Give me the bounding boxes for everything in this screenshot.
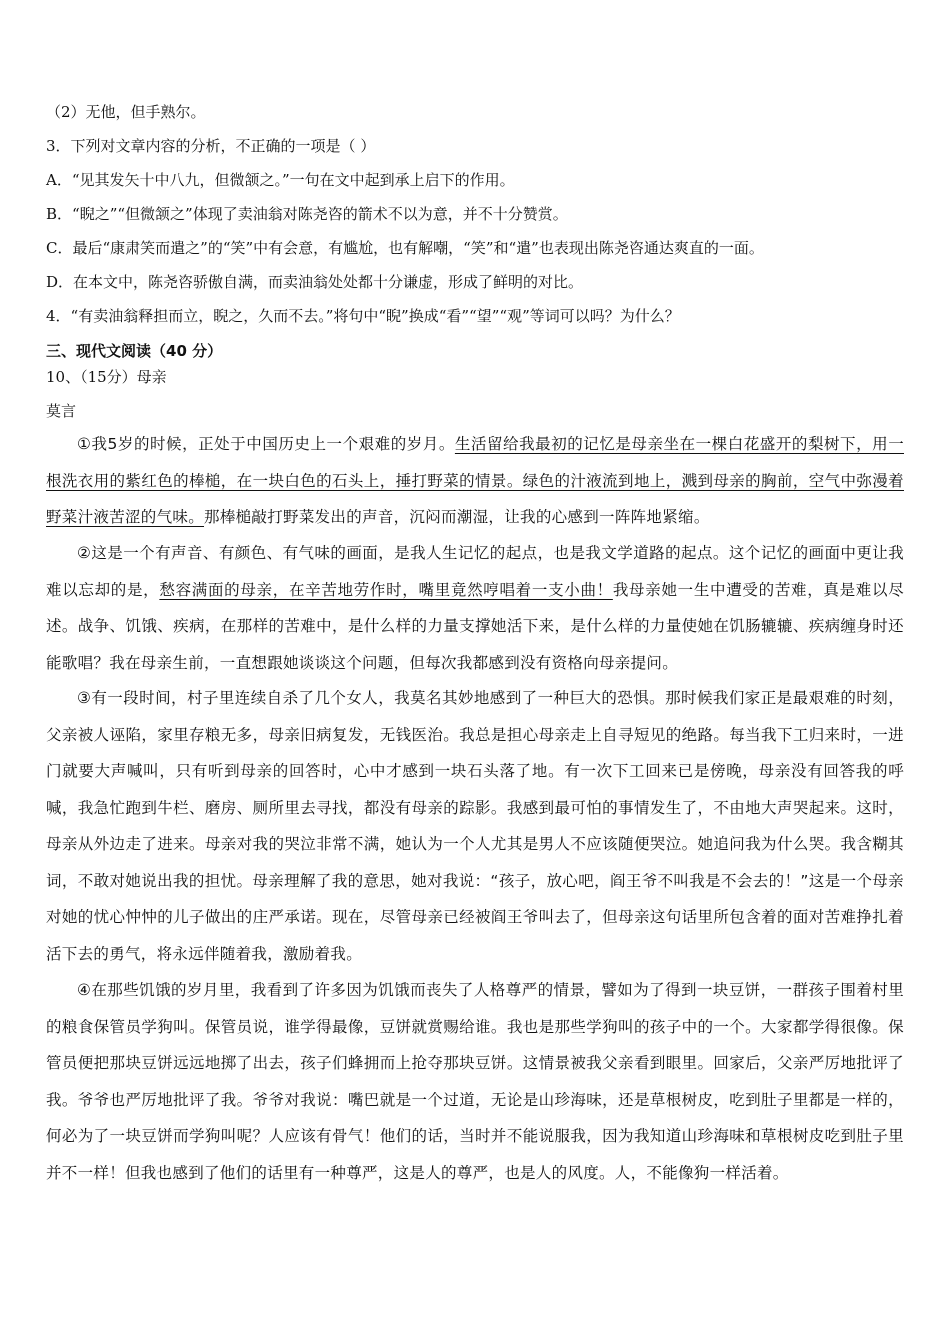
option-b: B．“睨之”“但微颔之”体现了卖油翁对陈尧咨的箭术不以为意，并不十分赞赏。 [46, 205, 568, 223]
question-3: 3．下列对文章内容的分析，不正确的一项是（ ） [46, 137, 376, 155]
paragraph-1-end: 那棒槌敲打野菜发出的声音，沉闷而潮湿，让我的心感到一阵阵地紧缩。 [204, 508, 710, 526]
paragraph-1-underlined: 生活留给我最初的记忆是母亲坐在一棵白花盛开的梨树下，用一根洗衣用的紫红色的棒槌，在一块白色的石头上，捶打野菜的情景。绿色的汁液流到地上，溅到母亲的胸前，空气中弥漫着野菜汁液苦涩的气味。 [46, 435, 904, 526]
author: 莫言 [46, 402, 77, 420]
paragraph-1-start: ①我5岁的时候，正处于中国历史上一个艰难的岁月。 [77, 435, 455, 453]
item-title: 10、（15分）母亲 [46, 368, 167, 386]
section-heading: 三、现代文阅读（40 分） [46, 342, 223, 360]
paragraph-3: ③有一段时间，村子里连续自杀了几个女人，我莫名其妙地感到了一种巨大的恐惧。那时候我们家正是最艰难的时刻，父亲被人诬陷，家里存粮无多，母亲旧病复发，无钱医治。我总是担心母亲走上自寻短见的绝路。每当我下工归来时，一进门就要大声喊叫，只有听到母亲的回答时，心中才感到一块石头落了地。有一次下工回来已是傍晚，母亲没有回答我的呼喊，我急忙跑到牛栏、磨房、厕所里去寻找，都没有母亲的踪影。我感到最可怕的事情发生了，不由地大声哭起来。这时，母亲从外边走了进来。母亲对我的哭泣非常不满，她认为一个人尤其是男人不应该随便哭泣。她追问我为什么哭。我含糊其词，不敢对她说出我的担忧。母亲理解了我的意思，她对我说：“孩子，放心吧，阎王爷不叫我是不会去的！”这是一个母亲对她的忧心忡忡的儿子做出的庄严承诺。现在，尽管母亲已经被阎王爷叫去了，但母亲这句话里所包含着的面对苦难挣扎着活下去的勇气，将永远伴随着我，激励着我。 [46, 689, 904, 963]
option-a: A．“见其发矢十中八九，但微颔之。”一句在文中起到承上启下的作用。 [46, 171, 515, 189]
question-4: 4．“有卖油翁释担而立，睨之，久而不去。”将句中“睨”换成“看”“望”“观”等词可以吗？为什么？ [46, 307, 680, 325]
question-2-sub: （2）无他，但手熟尔。 [46, 103, 206, 121]
paragraph-4: ④在那些饥饿的岁月里，我看到了许多因为饥饿而丧失了人格尊严的情景，譬如为了得到一块豆饼，一群孩子围着村里的粮食保管员学狗叫。保管员说，谁学得最像，豆饼就赏赐给谁。我也是那些学狗叫的孩子中的一个。大家都学得很像。保管员便把那块豆饼远远地掷了出去，孩子们蜂拥而上抢夺那块豆饼。这情景被我父亲看到眼里。回家后，父亲严厉地批评了我。爷爷也严厉地批评了我。爷爷对我说：嘴巴就是一个过道，无论是山珍海味，还是草根树皮，吃到肚子里都是一样的，何必为了一块豆饼而学狗叫呢？人应该有骨气！他们的话，当时并不能说服我，因为我知道山珍海味和草根树皮吃到肚子里并不一样！但我也感到了他们的话里有一种尊严，这是人的尊严，也是人的风度。人，不能像狗一样活着。 [46, 981, 904, 1182]
paragraph-2-start: ②这是一个有声音、有颜色、有气味的画面，是我人生记忆的起点，也是我文学道路的起点。这个记忆的画面中更让我难以忘却的是， [46, 544, 904, 599]
paragraph-2-underlined: 愁容满面的母亲，在辛苦地劳作时，嘴里竟然哼唱着一支小曲！ [159, 580, 613, 599]
option-c: C．最后“康肃笑而遣之”的“笑”中有会意，有尴尬，也有解嘲，“笑”和“遣”也表现出陈尧咨通达爽直的一面。 [46, 239, 764, 257]
paragraph-1 [46, 426, 904, 536]
paragraph-2 [46, 535, 904, 681]
option-d: D．在本文中，陈尧咨骄傲自满，而卖油翁处处都十分谦虚，形成了鲜明的对比。 [46, 273, 584, 291]
paragraph-2-end: 我母亲她一生中遭受的苦难，真是难以尽述。战争、饥饿、疾病，在那样的苦难中，是什么样的力量支撑她活下来，是什么样的力量使她在饥肠辘辘、疾病缠身时还能歌唱？我在母亲生前，一直想跟她谈谈这个问题，但每次我都感到没有资格向母亲提问。 [46, 580, 904, 672]
